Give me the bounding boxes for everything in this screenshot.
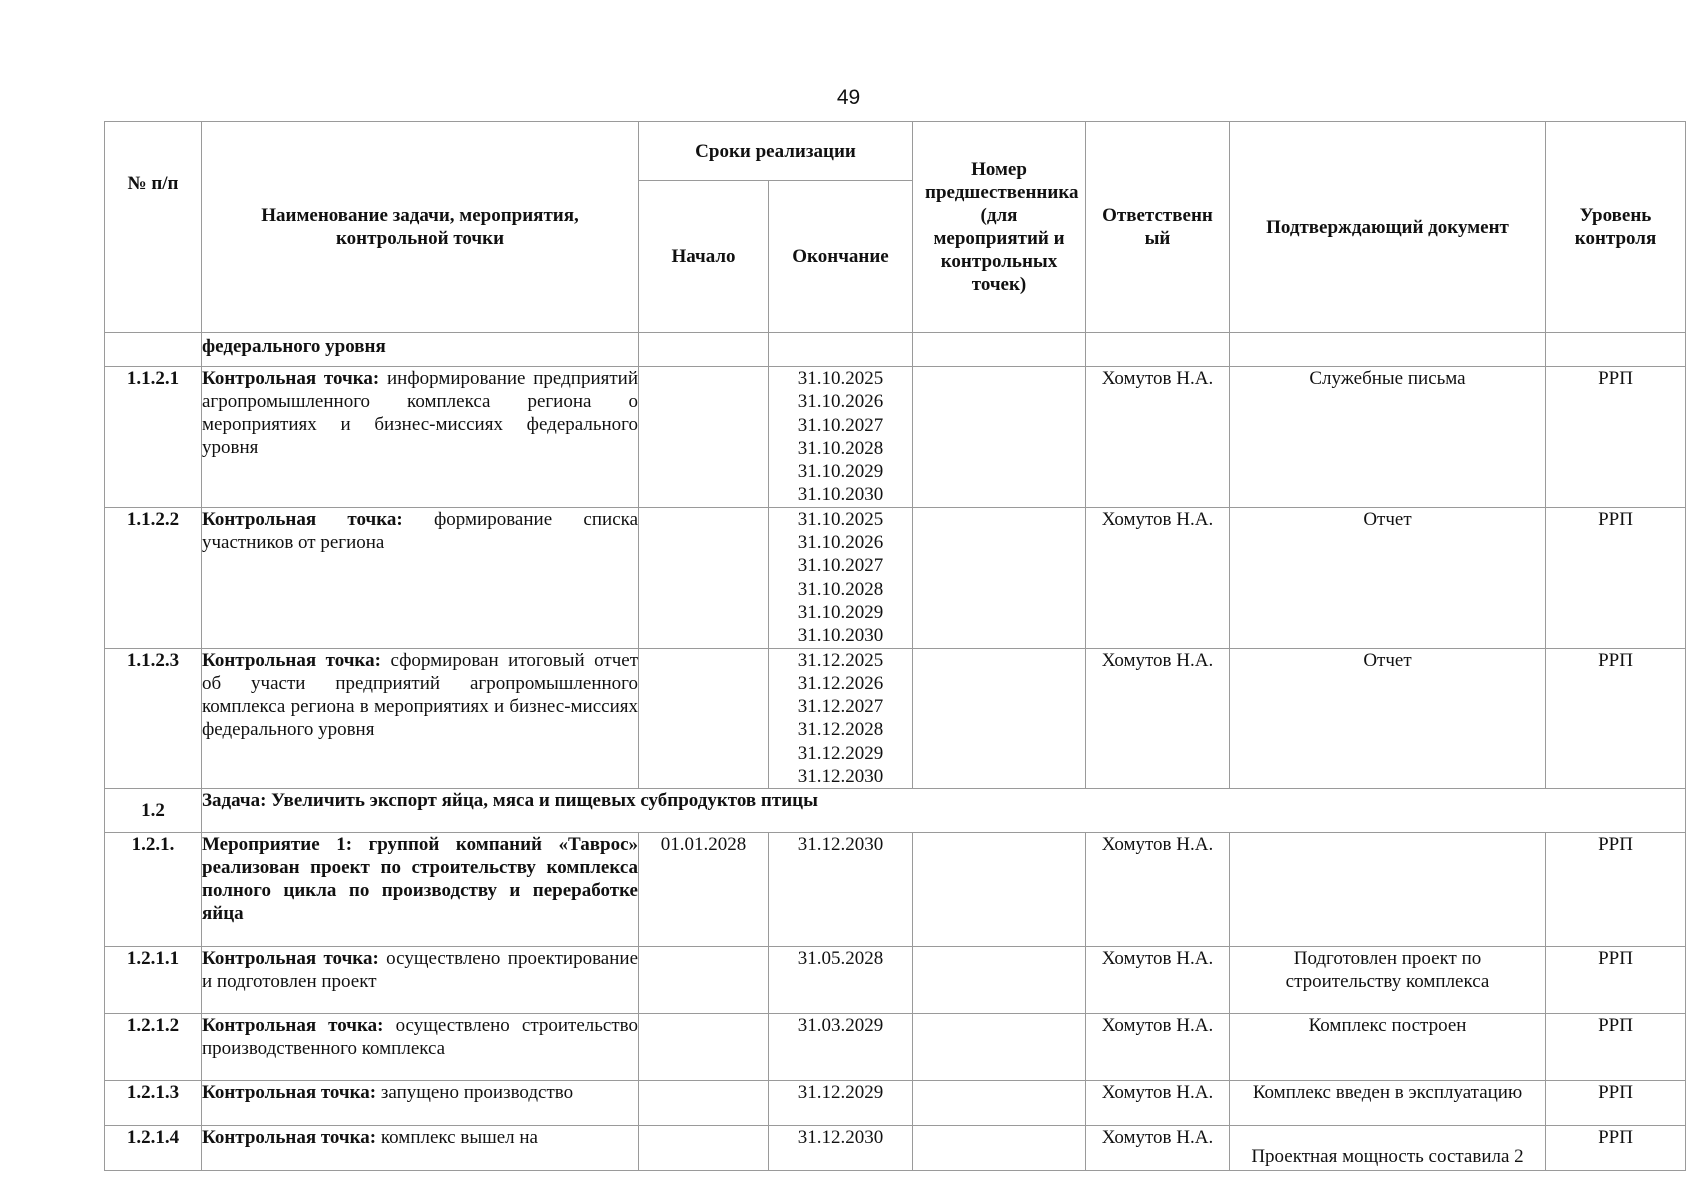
control-level: РРП	[1546, 833, 1686, 947]
item-label: Контрольная точка:	[202, 508, 403, 530]
item-description	[202, 1081, 639, 1126]
start-date	[639, 1014, 769, 1081]
start-date	[639, 947, 769, 1014]
task-title: Задача: Увеличить экспорт яйца, мяса и пищевых субпродуктов птицы	[202, 789, 1686, 833]
table-row	[105, 833, 1686, 947]
end-date: 31.12.2030	[797, 1127, 884, 1149]
end-dates	[769, 1081, 913, 1126]
item-text: запущено производство	[380, 1082, 574, 1104]
end-date: 31.12.2026	[797, 672, 884, 694]
item-label: Контрольная точка:	[202, 368, 380, 389]
responsible-person	[1086, 333, 1230, 367]
control-level: РРП	[1546, 507, 1686, 648]
item-text: федерального уровня	[202, 336, 386, 357]
end-date: 31.10.2029	[797, 461, 884, 483]
end-dates	[769, 507, 913, 648]
item-label: Контрольная точка:	[202, 1082, 377, 1104]
end-date: 31.12.2029	[797, 1082, 884, 1104]
start-date	[639, 367, 769, 508]
row-number: 1.2.1.1	[105, 947, 202, 1014]
start-date: 01.01.2028	[639, 833, 769, 947]
header-predecessor: Номер предшественника (для мероприятий и контрольных точек)	[913, 122, 1086, 333]
confirming-document: Комплекс введен в эксплуатацию	[1230, 1081, 1546, 1126]
responsible-person: Хомутов Н.А.	[1086, 1014, 1230, 1081]
item-label: Контрольная точка:	[202, 1015, 384, 1037]
table-row	[105, 333, 1686, 367]
confirming-document: Комплекс построен	[1230, 1014, 1546, 1081]
confirming-document	[1230, 333, 1546, 367]
end-dates	[769, 1014, 913, 1081]
page-number: 49	[836, 86, 861, 109]
end-date: 31.03.2029	[797, 1015, 884, 1037]
control-level: РРП	[1546, 947, 1686, 1014]
header-control: Уровень контроля	[1546, 122, 1686, 333]
predecessor-cell	[913, 947, 1086, 1014]
end-date: 31.10.2026	[797, 391, 884, 413]
predecessor-cell	[913, 648, 1086, 789]
item-label: Мероприятие 1:	[202, 834, 353, 856]
header-end: Окончание	[769, 181, 913, 333]
start-date	[639, 1081, 769, 1126]
table-row	[105, 947, 1686, 1014]
responsible-person: Хомутов Н.А.	[1086, 1081, 1230, 1126]
control-level	[1546, 333, 1686, 367]
end-date: 31.10.2028	[797, 578, 884, 600]
table-row	[105, 789, 1686, 833]
predecessor-cell	[913, 1014, 1086, 1081]
header-num: № п/п	[105, 122, 202, 333]
item-description	[202, 333, 639, 367]
start-date	[639, 333, 769, 367]
header-responsible: Ответственный	[1086, 122, 1230, 333]
end-dates	[769, 833, 913, 947]
responsible-person: Хомутов Н.А.	[1086, 367, 1230, 508]
end-date: 31.10.2027	[797, 555, 884, 577]
end-date: 31.12.2025	[797, 649, 884, 671]
item-description	[202, 507, 639, 648]
table-row	[105, 1081, 1686, 1126]
table-body	[105, 333, 1686, 1171]
row-number: 1.1.2.3	[105, 648, 202, 789]
end-date: 31.12.2030	[797, 834, 884, 856]
item-label: Контрольная точка:	[202, 649, 381, 671]
row-number	[105, 333, 202, 367]
end-date: 31.10.2025	[797, 368, 884, 389]
confirming-document: Служебные письма	[1230, 367, 1546, 508]
header-document: Подтверждающий документ	[1230, 122, 1546, 333]
table-row	[105, 648, 1686, 789]
item-description	[202, 833, 639, 947]
row-number: 1.2.1.	[105, 833, 202, 947]
responsible-person: Хомутов Н.А.	[1086, 507, 1230, 648]
predecessor-cell	[913, 507, 1086, 648]
table-row	[105, 1014, 1686, 1081]
item-description	[202, 648, 639, 789]
end-date: 31.10.2026	[797, 532, 884, 554]
responsible-person: Хомутов Н.А.	[1086, 947, 1230, 1014]
start-date	[639, 648, 769, 789]
start-date	[639, 507, 769, 648]
control-level: РРП	[1546, 648, 1686, 789]
row-number: 1.2.1.2	[105, 1014, 202, 1081]
item-description	[202, 1126, 639, 1171]
control-level: РРП	[1546, 367, 1686, 508]
confirming-document	[1230, 833, 1546, 947]
confirming-document: Проектная мощность составила 2	[1230, 1126, 1546, 1171]
end-date: 31.12.2030	[797, 766, 884, 788]
item-text: осуществлено проектирование и подготовлен проект	[202, 948, 638, 993]
predecessor-cell	[913, 1126, 1086, 1171]
table-row	[105, 1126, 1686, 1171]
start-date	[639, 1126, 769, 1171]
row-number: 1.2.1.3	[105, 1081, 202, 1126]
item-description	[202, 1014, 639, 1081]
item-text: сформирован итоговый отчет об участи предприятий агропромышленного комплекса региона в мероприятиях и бизнес-миссиях федерального уровня	[202, 649, 638, 740]
end-date: 31.10.2028	[797, 437, 884, 459]
end-date: 31.12.2028	[797, 719, 884, 741]
confirming-document: Отчет	[1230, 648, 1546, 789]
end-date: 31.10.2029	[797, 601, 884, 623]
end-date: 31.10.2027	[797, 414, 884, 436]
item-description	[202, 947, 639, 1014]
item-text: информирование предприятий агропромышленного комплекса региона о мероприятиях и бизнес-миссиях федерального уровня	[202, 368, 638, 458]
predecessor-cell	[913, 333, 1086, 367]
control-level: РРП	[1546, 1126, 1686, 1171]
header-start: Начало	[639, 181, 769, 333]
end-date: 31.12.2027	[797, 696, 884, 718]
table-row	[105, 367, 1686, 508]
end-date: 31.05.2028	[797, 948, 884, 970]
predecessor-cell	[913, 1081, 1086, 1126]
responsible-person: Хомутов Н.А.	[1086, 648, 1230, 789]
predecessor-cell	[913, 833, 1086, 947]
control-level: РРП	[1546, 1014, 1686, 1081]
item-text: группой компаний «Таврос» реализован проект по строительству комплекса полного цикла по производству и переработке яйца	[202, 834, 639, 925]
end-dates	[769, 367, 913, 508]
end-date: 31.10.2025	[797, 508, 884, 530]
end-dates	[769, 947, 913, 1014]
end-date: 31.10.2030	[797, 484, 884, 506]
header-period: Сроки реализации	[639, 122, 913, 181]
confirming-document: Подготовлен проект по строительству комплекса	[1230, 947, 1546, 1014]
header-name: Наименование задачи, мероприятия, контрольной точки	[202, 122, 639, 333]
responsible-person: Хомутов Н.А.	[1086, 833, 1230, 947]
implementation-plan-table	[104, 121, 1686, 1171]
item-text: осуществлено строительство производственного комплекса	[202, 1015, 638, 1060]
end-dates	[769, 648, 913, 789]
item-label: Контрольная точка:	[202, 1127, 377, 1149]
end-dates	[769, 333, 913, 367]
item-label: Контрольная точка:	[202, 948, 379, 970]
end-date: 31.10.2030	[797, 625, 884, 647]
table-header	[105, 122, 1686, 333]
confirming-document: Отчет	[1230, 507, 1546, 648]
row-number: 1.2.1.4	[105, 1126, 202, 1171]
item-description	[202, 367, 639, 508]
end-dates	[769, 1126, 913, 1171]
control-level: РРП	[1546, 1081, 1686, 1126]
responsible-person: Хомутов Н.А.	[1086, 1126, 1230, 1171]
row-number: 1.2	[105, 789, 202, 833]
item-text: формирование списка участников от региона	[202, 508, 638, 553]
table-row	[105, 507, 1686, 648]
item-text: комплекс вышел на	[380, 1127, 538, 1149]
predecessor-cell	[913, 367, 1086, 508]
end-date: 31.12.2029	[797, 742, 884, 764]
row-number: 1.1.2.1	[105, 367, 202, 508]
row-number: 1.1.2.2	[105, 507, 202, 648]
